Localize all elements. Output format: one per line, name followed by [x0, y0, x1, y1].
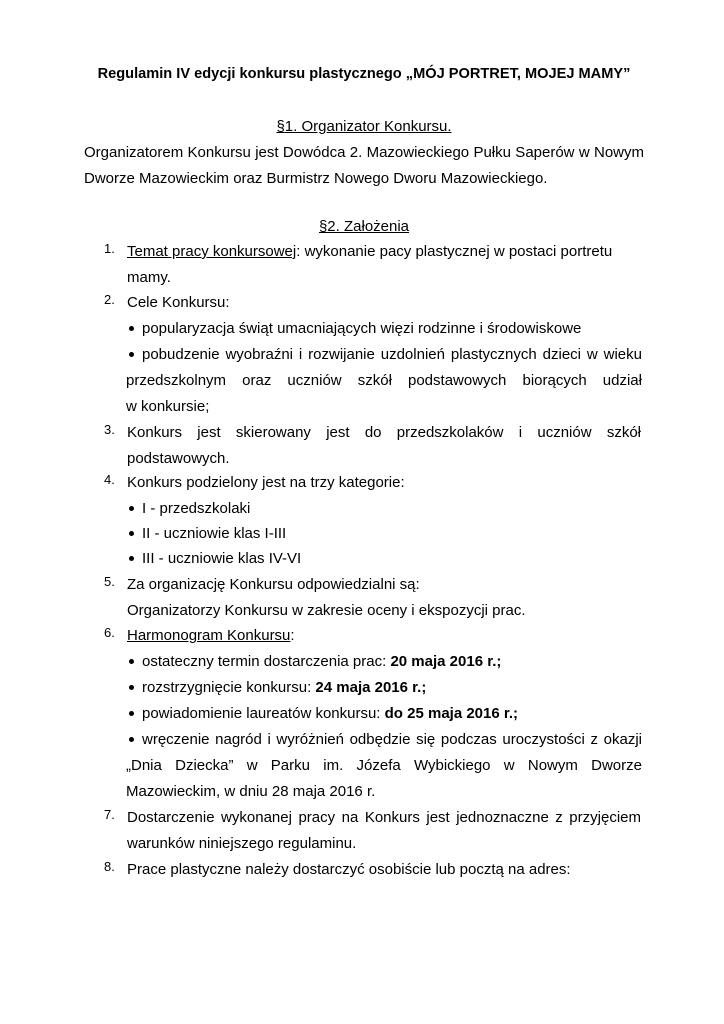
- bullet-icon: [129, 659, 134, 664]
- bullet-icon: [129, 737, 134, 742]
- schedule-label: Harmonogram Konkursu: [127, 627, 291, 644]
- bullet-text: popularyzacja świąt umacniających więzi rodzinne i środowiskowe: [142, 320, 582, 337]
- bullet-text-cont: „Dnia Dziecka” w Parku im. Józefa Wybickiego w Nowym Dworze: [126, 757, 642, 774]
- deadline-date: 20 maja 2016 r.;: [390, 653, 502, 670]
- notification-date: do 25 maja 2016 r.;: [384, 705, 519, 722]
- list-text-cont: podstawowych.: [127, 450, 230, 467]
- bullet-text: wręczenie nagród i wyróżnień odbędzie się podczas uroczystości z okazji: [142, 731, 642, 748]
- list-text: Prace plastyczne należy dostarczyć osobiście lub pocztą na adres:: [127, 861, 571, 878]
- bullet-item: [126, 701, 642, 727]
- results-date: 24 maja 2016 r.;: [315, 679, 427, 696]
- bullet-text: rozstrzygnięcie konkursu:: [142, 679, 316, 696]
- document-title: Regulamin IV edycji konkursu plastycznego „MÓJ PORTRET, MOJEJ MAMY”: [97, 66, 631, 82]
- bullet-icon: [129, 556, 134, 561]
- bullet-icon: [129, 352, 134, 357]
- schedule-colon: :: [290, 627, 295, 644]
- section-1-line-2: Dworze Mazowieckim oraz Burmistrz Nowego Dworu Mazowieckiego.: [84, 170, 548, 187]
- list-text: Za organizację Konkursu odpowiedzialni są:: [127, 576, 420, 593]
- list-number: 4.: [104, 472, 115, 487]
- bullet-item: [126, 546, 642, 572]
- list-number: 7.: [104, 807, 115, 822]
- bullet-item: [126, 342, 642, 368]
- section-1-heading: §1. Organizator Konkursu.: [276, 118, 452, 135]
- list-number: 5.: [104, 574, 115, 589]
- bullet-item: [126, 675, 642, 701]
- topic-label: Temat pracy konkursowej: [127, 243, 297, 260]
- bullet-icon: [129, 531, 134, 536]
- bullet-text-cont: Mazowieckim, w dniu 28 maja 2016 r.: [126, 783, 376, 800]
- list-text: [127, 239, 641, 265]
- bullet-item: [126, 316, 642, 342]
- list-text-cont: Organizatorzy Konkursu w zakresie oceny i ekspozycji prac.: [127, 602, 526, 619]
- bullet-item: [126, 727, 642, 753]
- list-number: 2.: [104, 292, 115, 307]
- bullet-text-cont: przedszkolnym oraz uczniów szkół podstawowych biorących udział: [126, 372, 642, 389]
- bullet-text-cont: w konkursie;: [126, 398, 210, 415]
- list-text: Konkurs podzielony jest na trzy kategorie:: [127, 474, 405, 491]
- list-text: Dostarczenie wykonanej pracy na Konkurs jest jednoznaczne z przyjęciem: [127, 809, 641, 826]
- list-text-cont: warunków niniejszego regulaminu.: [127, 835, 357, 852]
- list-number: 6.: [104, 625, 115, 640]
- bullet-text: III - uczniowie klas IV-VI: [142, 550, 302, 567]
- bullet-text: ostateczny termin dostarczenia prac:: [142, 653, 391, 670]
- bullet-item: [126, 521, 642, 547]
- bullet-text: I - przedszkolaki: [142, 500, 251, 517]
- bullet-icon: [129, 506, 134, 511]
- section-1-line-1: Organizatorem Konkursu jest Dowódca 2. Mazowieckiego Pułku Saperów w Nowym: [84, 144, 644, 161]
- list-text: Konkurs jest skierowany jest do przedszkolaków i uczniów szkół: [127, 424, 641, 441]
- bullet-icon: [129, 685, 134, 690]
- list-text-cont: mamy.: [127, 269, 171, 286]
- section-2-heading: §2. Założenia: [318, 218, 410, 235]
- list-number: 1.: [104, 241, 115, 256]
- list-number: 8.: [104, 859, 115, 874]
- topic-text: : wykonanie pacy plastycznej w postaci portretu: [296, 243, 613, 260]
- bullet-icon: [129, 711, 134, 716]
- list-number: 3.: [104, 422, 115, 437]
- bullet-text: powiadomienie laureatów konkursu:: [142, 705, 385, 722]
- bullet-item: [126, 649, 642, 675]
- bullet-text: pobudzenie wyobraźni i rozwijanie uzdolnień plastycznych dzieci w wieku: [142, 346, 642, 363]
- bullet-text: II - uczniowie klas I-III: [142, 525, 287, 542]
- list-text: Cele Konkursu:: [127, 294, 230, 311]
- bullet-icon: [129, 326, 134, 331]
- list-text: [127, 623, 641, 649]
- bullet-item: [126, 496, 642, 522]
